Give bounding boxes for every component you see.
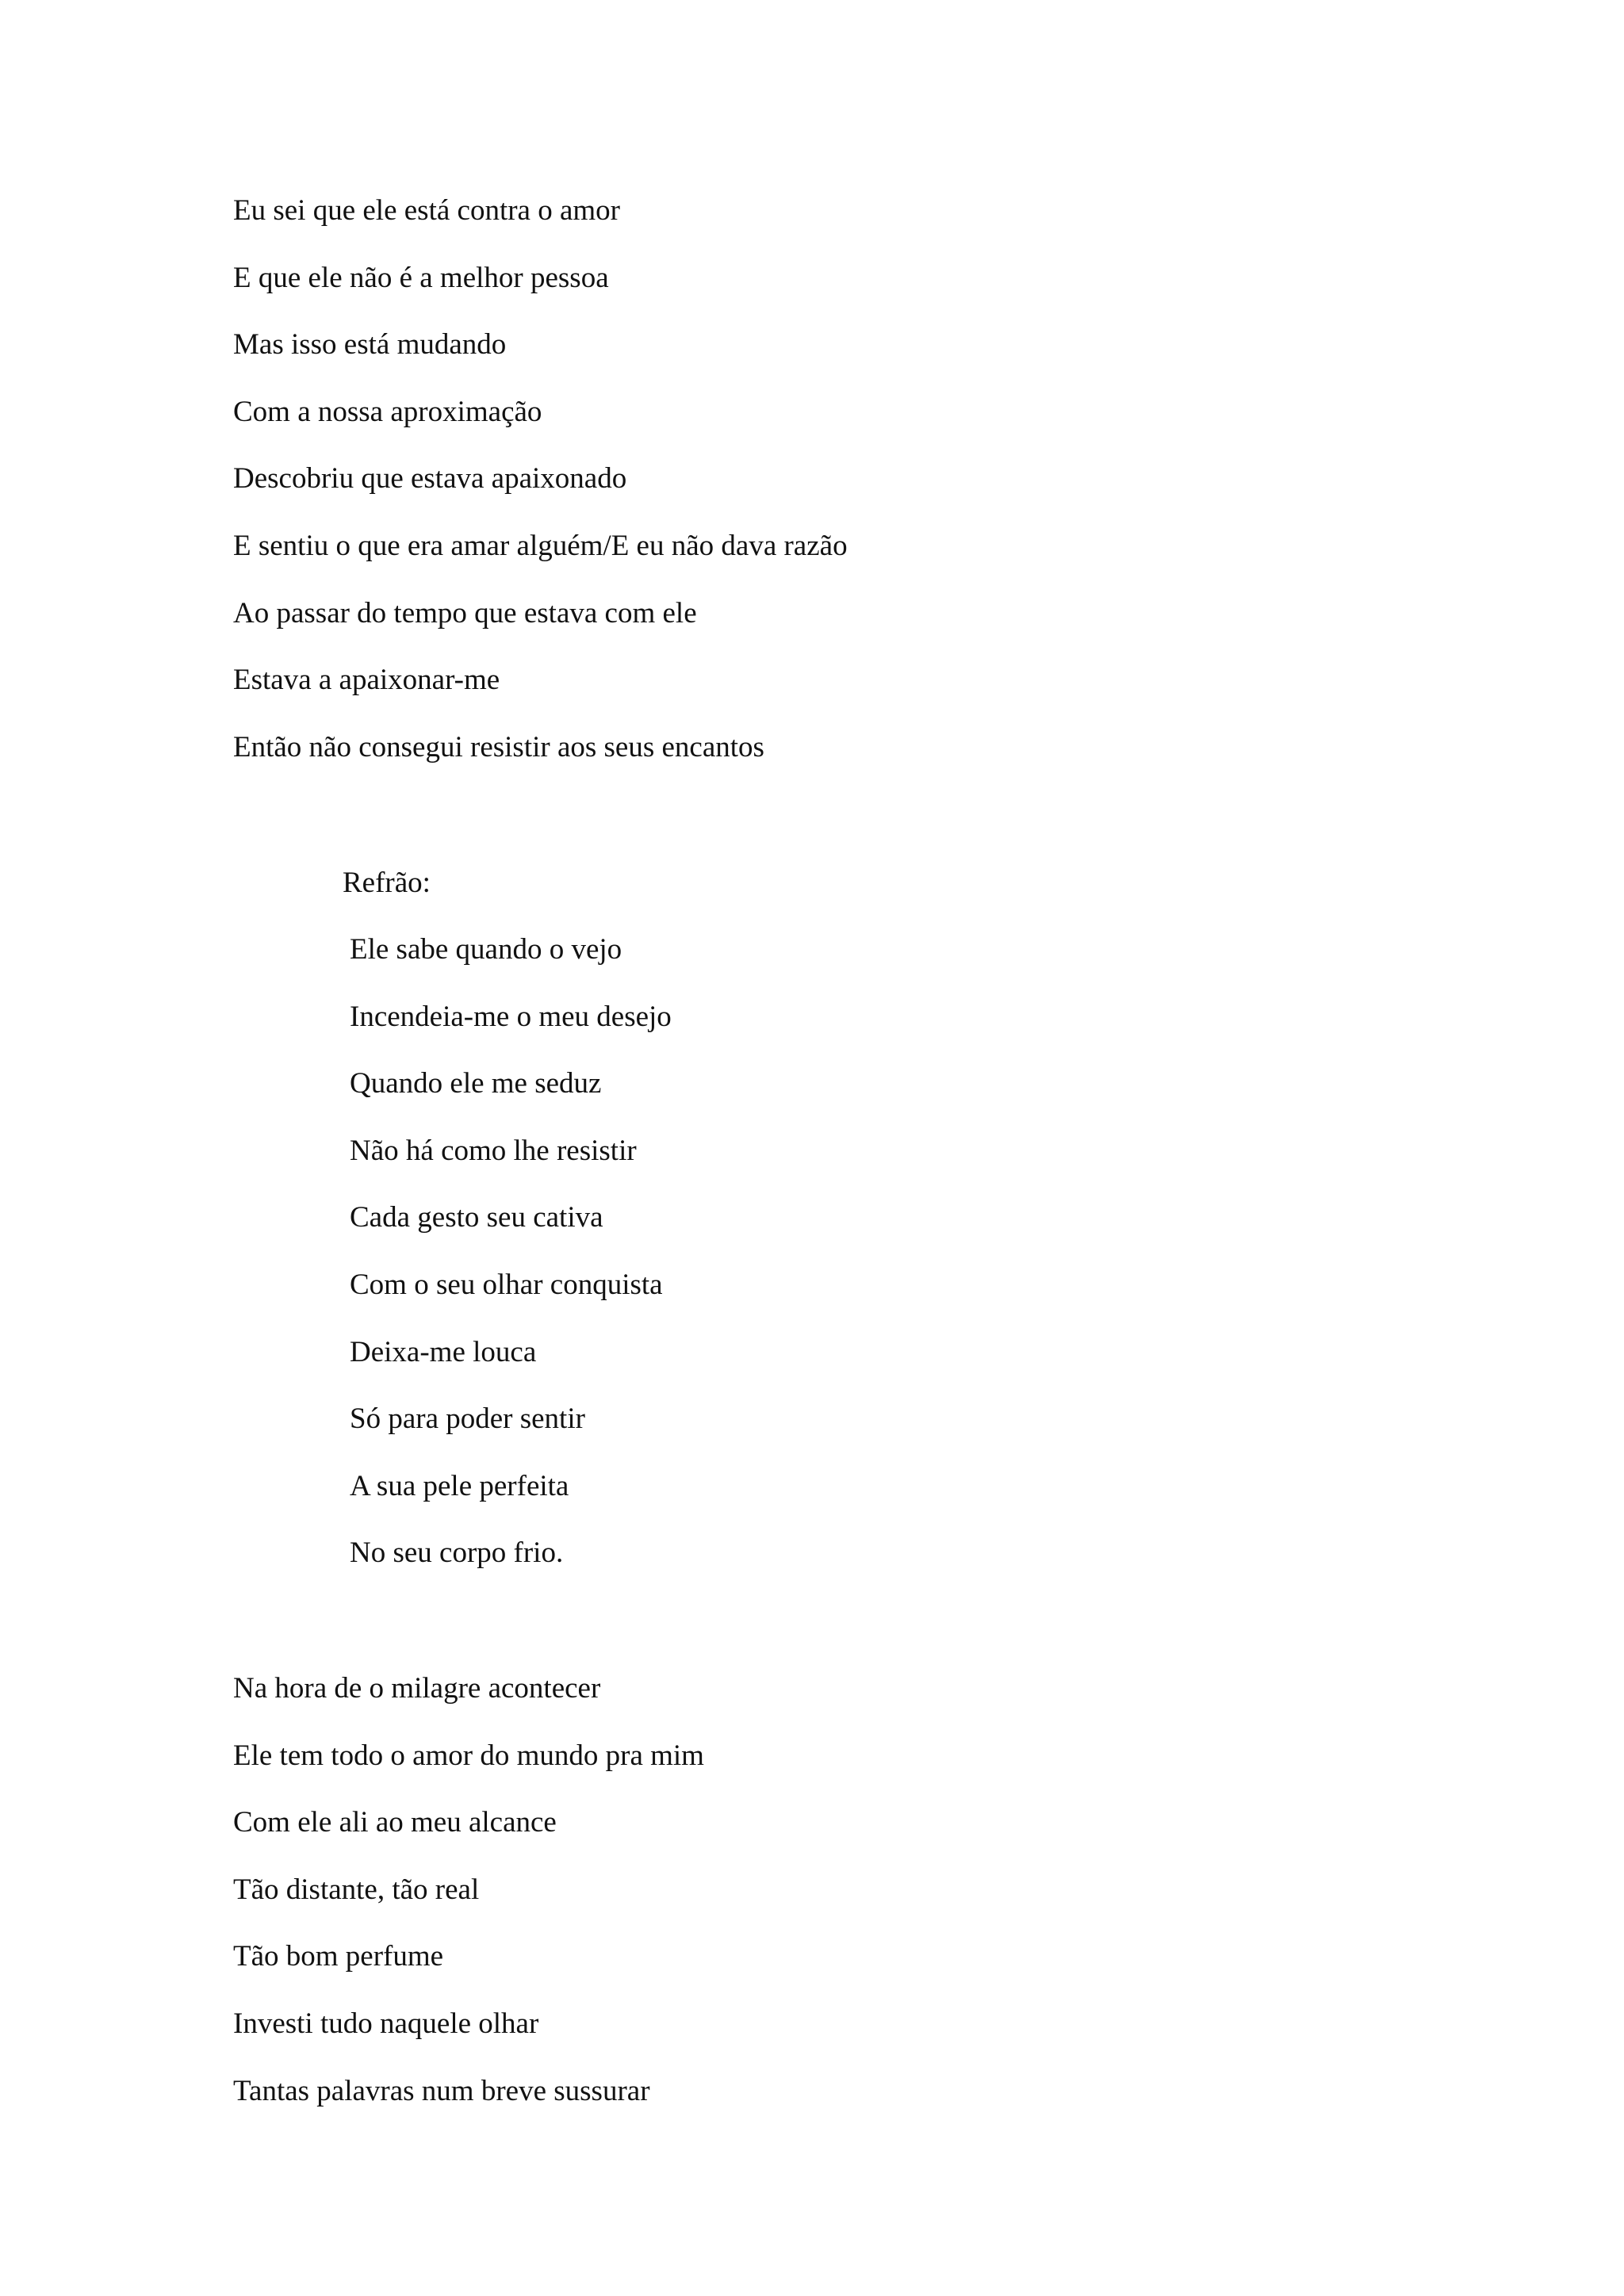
chorus-label: Refrão: [343,867,431,899]
lyric-line: Cada gesto seu cativa [350,1201,603,1234]
lyric-line: E que ele não é a melhor pessoa [233,261,609,294]
lyric-line: Tão distante, tão real [233,1873,480,1906]
verse-1 [233,178,848,781]
lyric-line: Tantas palavras num breve sussurar [233,2074,650,2107]
lyric-line: A sua pele perfeita [350,1469,569,1502]
lyric-line: Só para poder sentir [350,1402,585,1436]
lyric-line: Na hora de o milagre acontecer [233,1672,601,1705]
lyric-line: Com a nossa aproximação [233,395,542,428]
lyric-line: Ele sabe quando o vejo [350,933,622,966]
lyric-line: Mas isso está mudando [233,328,507,362]
lyric-line: Quando ele me seduz [350,1067,602,1100]
lyric-line: E sentiu o que era amar alguém/E eu não dava razão [233,529,848,562]
verse-2 [233,1655,704,2125]
lyric-line: Ao passar do tempo que estava com ele [233,596,697,629]
lyric-line: Com o seu olhar conquista [350,1268,663,1301]
chorus [350,916,672,1587]
lyric-line: Então não consegui resistir aos seus encantos [233,730,764,763]
lyric-line: Eu sei que ele está contra o amor [233,194,620,227]
lyric-line: Deixa-me louca [350,1335,537,1368]
lyric-line: Com ele ali ao meu alcance [233,1806,557,1839]
lyric-line: Descobriu que estava apaixonado [233,462,627,496]
lyric-line: Investi tudo naquele olhar [233,2007,539,2040]
lyric-line: Não há como lhe resistir [350,1134,637,1167]
lyric-line: Incendeia-me o meu desejo [350,1000,672,1033]
lyric-line: Ele tem todo o amor do mundo pra mim [233,1739,704,1772]
lyric-line: No seu corpo frio. [350,1536,564,1570]
lyric-line: Estava a apaixonar-me [233,664,500,697]
lyric-line: Tão bom perfume [233,1940,444,1973]
